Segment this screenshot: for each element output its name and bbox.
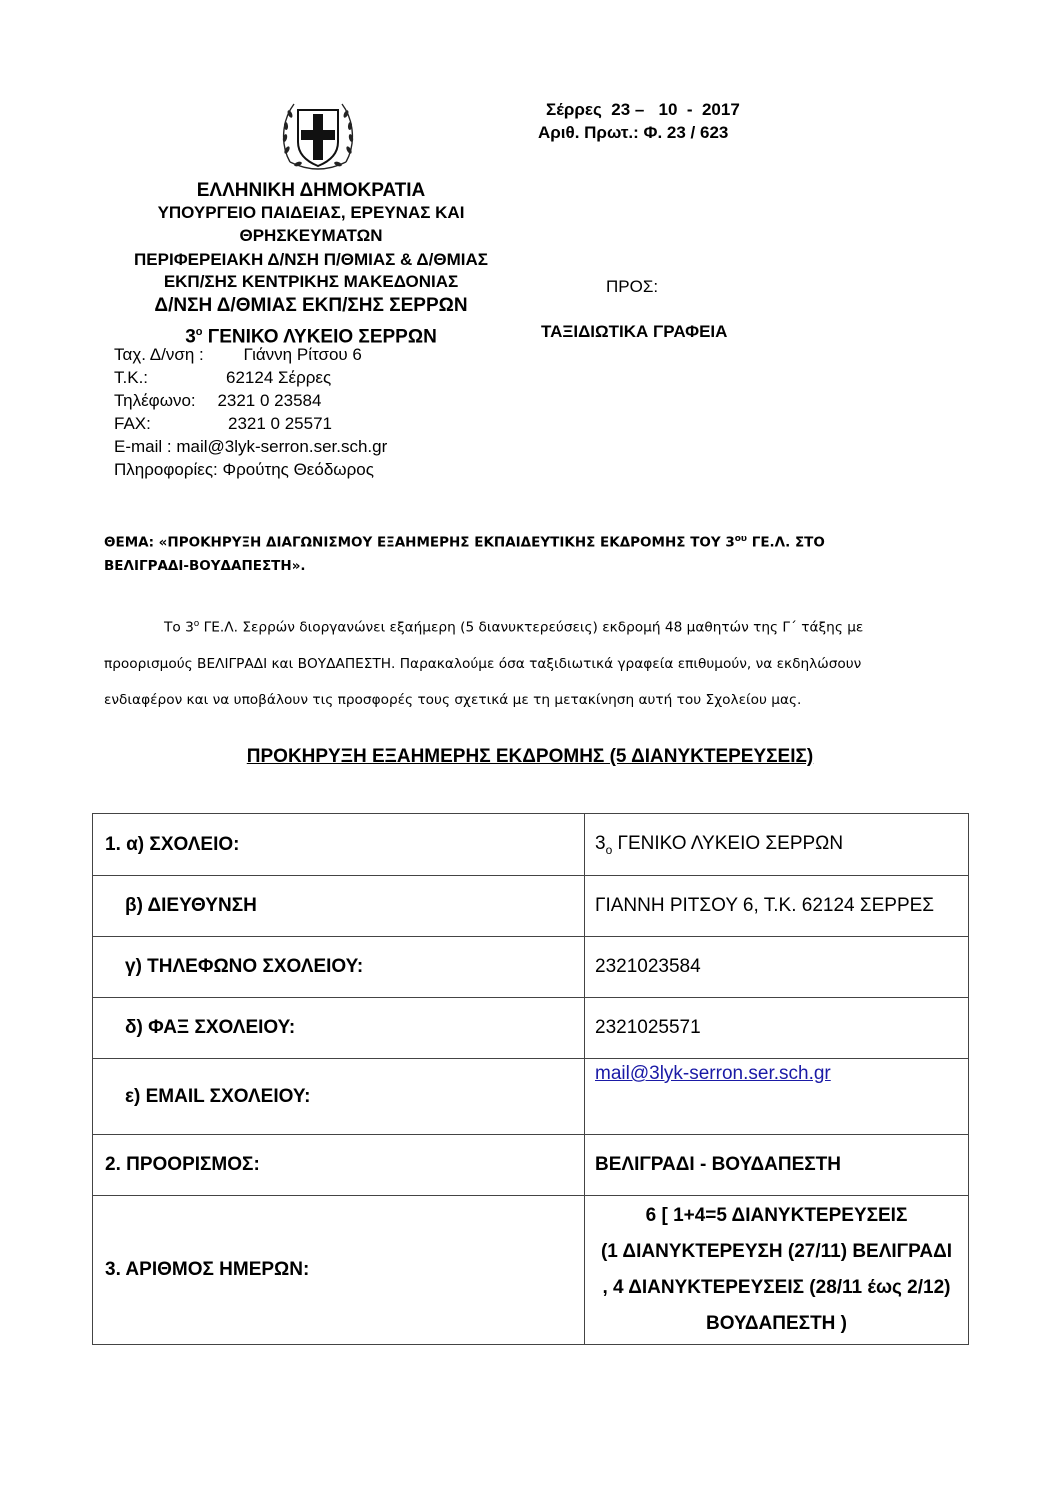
table-row <box>93 814 969 876</box>
contact-email: E-mail : mail@3lyk-serron.ser.sch.gr <box>114 437 388 456</box>
issuer-line: ΕΚΠ/ΣΗΣ ΚΕΝΤΡΙΚΗΣ ΜΑΚΕΔΟΝΙΑΣ <box>163 272 459 291</box>
email-label: ε) EMAIL ΣΧΟΛΕΙΟΥ: <box>93 1059 585 1135</box>
issuer-line: ΘΡΗΣΚΕΥΜΑΤΩΝ <box>239 226 383 245</box>
section-title: ΠΡΟΚΗΡΥΞΗ ΕΞΑΗΜΕΡΗΣ ΕΚΔΡΟΜΗΣ (5 ΔΙΑΝΥΚΤΕΡΕΥΣΕΙΣ) <box>246 746 814 767</box>
email-value <box>585 1059 969 1135</box>
school-label: 1. α) ΣΧΟΛΕΙΟ: <box>93 814 585 876</box>
table-row <box>93 937 969 998</box>
days-value: 6 [ 1+4=5 ΔΙΑΝΥΚΤΕΡΕΥΣΕΙΣ (1 ΔΙΑΝΥΚΤΕΡΕΥΣΗ (27/11) ΒΕΛΙΓΡΑΔΙ , 4 ΔΙΑΝΥΚΤΕΡΕΥΣΕΙΣ (28/11 έως 2/12) ΒΟΥΔΑΠΕΣΤΗ ) <box>585 1196 969 1345</box>
school-name: $3^o$ ΓΕΝΙΚΟ ΛΥΚΕΙΟ ΣΕΡΡΩΝ <box>185 326 437 348</box>
phone-label: γ) ΤΗΛΕΦΩΝΟ ΣΧΟΛΕΙΟΥ: <box>93 937 585 998</box>
table-row <box>93 1135 969 1196</box>
protocol-number: Αριθ. Πρωτ.: Φ. 23 / 623 <box>538 123 729 142</box>
recipient-label: ΠΡΟΣ: <box>606 277 659 296</box>
trip-info-table <box>92 813 969 1345</box>
contact-address: Ταχ. Δ/νση : Γιάννη Ρίτσου 6 <box>114 345 362 364</box>
destination-value: ΒΕΛΙΓΡΑΔΙ - ΒΟΥΔΑΠΕΣΤΗ <box>585 1135 969 1196</box>
contact-info: Πληροφορίες: Φρούτης Θεόδωρος <box>114 460 374 479</box>
school-value: $3_o$ ΓΕΝΙΚΟ ΛΥΚΕΙΟ ΣΕΡΡΩΝ <box>585 814 969 876</box>
issuer-line: Δ/ΝΣΗ Δ/ΘΜΙΑΣ ΕΚΠ/ΣΗΣ ΣΕΡΡΩΝ <box>154 295 468 316</box>
table-row <box>93 1196 969 1345</box>
greek-emblem-icon <box>278 92 358 178</box>
phone-value: 2321023584 <box>585 937 969 998</box>
fax-value: 2321025571 <box>585 998 969 1059</box>
issuer-block <box>96 180 526 350</box>
document-date: Σέρρες 23 – 10 - 2017 <box>546 100 740 119</box>
destination-label: 2. ΠΡΟΟΡΙΣΜΟΣ: <box>93 1135 585 1196</box>
contact-block <box>114 343 387 481</box>
table-row <box>93 1059 969 1135</box>
issuer-line: ΠΕΡΙΦΕΡΕΙΑΚΗ Δ/ΝΣΗ Π/ΘΜΙΑΣ & Δ/ΘΜΙΑΣ <box>134 250 488 269</box>
address-label: β) ΔΙΕΥΘΥΝΣΗ <box>93 876 585 937</box>
contact-postcode: Τ.Κ.: 62124 Σέρρες <box>114 368 332 387</box>
body-paragraph: Το $3^o$ ΓΕ.Λ. Σερρών διοργανώνει εξαήμερη (5 διανυκτερεύσεις) εκδρομή 48 μαθητών της Γ΄ τάξης με προορισμούς ΒΕΛΙΓΡΑΔΙ και ΒΟΥΔΑΠΕΣΤΗ. Παρακαλούμε όσα ταξιδιωτικά γραφεία επιθυμούν, να εκδηλώσουν ενδιαφέρον και να υποβάλουν τις προσφορές τους σχετικά με τη μετακίνηση αυτή του Σχολείου μας. <box>104 619 864 708</box>
days-label: 3. ΑΡΙΘΜΟΣ ΗΜΕΡΩΝ: <box>93 1196 585 1345</box>
contact-phone: Τηλέφωνο: 2321 0 23584 <box>114 391 322 410</box>
fax-label: δ) ΦΑΞ ΣΧΟΛΕΙΟΥ: <box>93 998 585 1059</box>
issuer-line: ΥΠΟΥΡΓΕΙΟ ΠΑΙΔΕΙΑΣ, ΕΡΕΥΝΑΣ ΚΑΙ <box>157 203 465 222</box>
contact-fax: FAX: 2321 0 25571 <box>114 414 332 433</box>
email-link[interactable]: mail@3lyk-serron.ser.sch.gr <box>595 1063 831 1084</box>
address-value: ΓΙΑΝΝΗ ΡΙΤΣΟΥ 6, Τ.Κ. 62124 ΣΕΡΡΕΣ <box>585 876 969 937</box>
recipient-name: ΤΑΞΙΔΙΩΤΙΚΑ ΓΡΑΦΕΙΑ <box>541 322 728 341</box>
issuer-line: ΕΛΛΗΝΙΚΗ ΔΗΜΟΚΡΑΤΙΑ <box>196 180 426 201</box>
table-row <box>93 998 969 1059</box>
table-row <box>93 876 969 937</box>
subject-line: ΘΕΜΑ: «ΠΡΟΚΗΡΥΞΗ ΔΙΑΓΩΝΙΣΜΟΥ ΕΞΑΗΜΕΡΗΣ ΕΚΠΑΙΔΕΥΤΙΚΗΣ ΕΚΔΡΟΜΗΣ ΤΟΥ $3^{o\upsilon}$ ΓΕ.Λ. ΣΤΟ ΒΕΛΙΓΡΑΔΙ-ΒΟΥΔΑΠΕΣΤΗ». <box>104 534 825 574</box>
